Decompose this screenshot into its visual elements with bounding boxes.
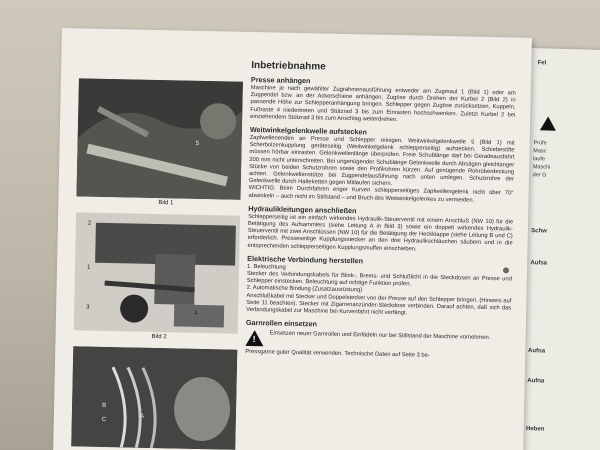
photo-callout: 2 [87, 220, 92, 227]
right-line: Masc [533, 148, 547, 155]
photo-caption: Bild 2 [151, 333, 167, 341]
important-note: WICHTIG: Beim Durchfahren enger Kurven schlepperseitiges Zapfwellengelenk nicht über 70° abwinkeln – auch nicht im Stillstand – und Bruch des Weitwinkelgelenkes zu vermeiden. [248, 185, 514, 204]
warning-triangle-icon: ! [245, 330, 263, 346]
right-line: laufe [533, 156, 546, 163]
paragraph: 1. Beleuchtung Stecker des Verbindungskabels für Blink-, Brems- und Schlußlicht in die Steckdosen an Presse und Schlepper einstecken. Beleuchtung auf richtige Funktion prüfen. 2. Automatische Bindung (Zusatzausrüstung) Anschlußkabel mit Stecker und Doppelstecker von der Presse auf den Schlepper bringen. (Hinweis auf Seite 11 beachten). Stecker mit Zigarrenanzünder-Steckdose verbinden. Darauf achten, daß sich das Verbindungskabel zur Maschine bei Kurvenfahrt nicht verfängt. [246, 263, 512, 317]
right-line: Maschi [532, 164, 551, 171]
photo-callout: 3 [86, 304, 90, 311]
paragraph: Zapfwellenenden an Presse und Schlepper reinigen. Weitwinkelgelenkwelle 5 (Bild 1) mit Scherbolzenkupplung geräteseitig (Weitwinkelgelenk schlepperseitig) aufstecken. Schiebestifte müssen hörbar einrasten. Gelenkwellenlänge überprüfen. Freie Schublänge darf bei Geradeausfahrt 200 mm nicht unterschreiten. Bei ungenügender Schublänge Gelenkwelle durch Absägen gleichlanger Stücke von beiden Schutzrohren sowie den Profilrohren kürzen. Auf genügende Rohrüberdeckung achten. Gelenkwellenstütze bei Zugpendelausführung nach unten umlegen. Schutzrohre der Gelenkwelle durch Halteketten gegen Mitlaufen sichern. [248, 134, 515, 188]
paragraph: Maschine je nach gewählter Zugrahmenausführung entweder am Zugmaul 1 (Bild 1) oder am Zugpendel bzw. an der Ackerschiene anhängen; Zugöse durch Drehen der Kurbel 2 (Bild 2) in passende Höhe zur Schlepperanhängung bringen. Schlepper gegen Zugöse zurücksetzen, Kuppeln, Fußraste 4 niedertreten und Stützrad 3 bis zum Einrasten hochschwenken. Zuletzt Kurbel 2 bei einziehendem Stützrad 3 bis zum Anschlag weiterdrehen. [250, 84, 516, 123]
photo-callout: 4 [193, 310, 198, 317]
warning-text: Einsetzen neuer Garnrollen und Einfädeln nur bei Stillstand der Maschine vornehmen. [269, 330, 491, 342]
right-heading: Aufna [527, 348, 546, 355]
photo-bild-2 [74, 212, 240, 333]
photo-callout: 5 [195, 140, 200, 147]
photo-callout: C [101, 416, 107, 424]
warning-box [245, 330, 510, 352]
manual-page [53, 28, 532, 450]
right-line: der G [532, 172, 547, 179]
photo-bild-1 [76, 78, 242, 199]
heading-gelenkwelle: Weitwinkelgelenkwelle aufstecken [249, 124, 367, 137]
text-column [245, 60, 516, 362]
heading-hydraulik: Hydraulikleitungen anschließen [248, 203, 357, 216]
paragraph: Schlepperseitig ist ein einfach wirkendes Hydraulik-Steuerventil mit einem Anschluß (NW 10) für die Betätigung des Aufsammlers (siehe Leitung A in Bild 3) sowie ein doppelt wirkendes Hydraulik-Steuerventil mit zwei Anschlüssen (NW 10) für die Betätigung der Heckklappe (siehe Leitung B und C) erforderlich. Presseseitige Kupplungsstecker an den drei Hydraulikschläuchen säubern und in die entsprechenden schlepperseitigen Kupplungsmuffen einschieben. [247, 213, 514, 253]
heading-garnrollen: Garnrollen einsetzen [245, 318, 318, 329]
right-heading: Aufsa [530, 260, 548, 267]
photo-callout: B [102, 402, 107, 410]
warning-triangle-icon [540, 116, 556, 130]
photo-caption: Bild 1 [158, 200, 174, 207]
right-heading: Heben [525, 426, 545, 433]
heading-presse-anhaengen: Presse anhängen [250, 74, 311, 86]
heading-elektrisch: Elektrische Verbindung herstellen [247, 253, 364, 266]
footer-text: Pressgarne guter Qualität verwenden. Technische Daten auf Seite 3 be- [245, 349, 430, 360]
photo-callout: 1 [86, 264, 91, 271]
right-heading: Schw [531, 228, 547, 235]
photo-callout: A [139, 413, 144, 420]
section-title: Inbetriebnahme [251, 59, 326, 73]
right-line: Prüfe [533, 140, 547, 147]
right-page-title: Fel [537, 60, 547, 67]
right-page [519, 48, 600, 450]
photo-bild-3 [71, 346, 237, 449]
right-heading: Aufna [527, 378, 545, 385]
